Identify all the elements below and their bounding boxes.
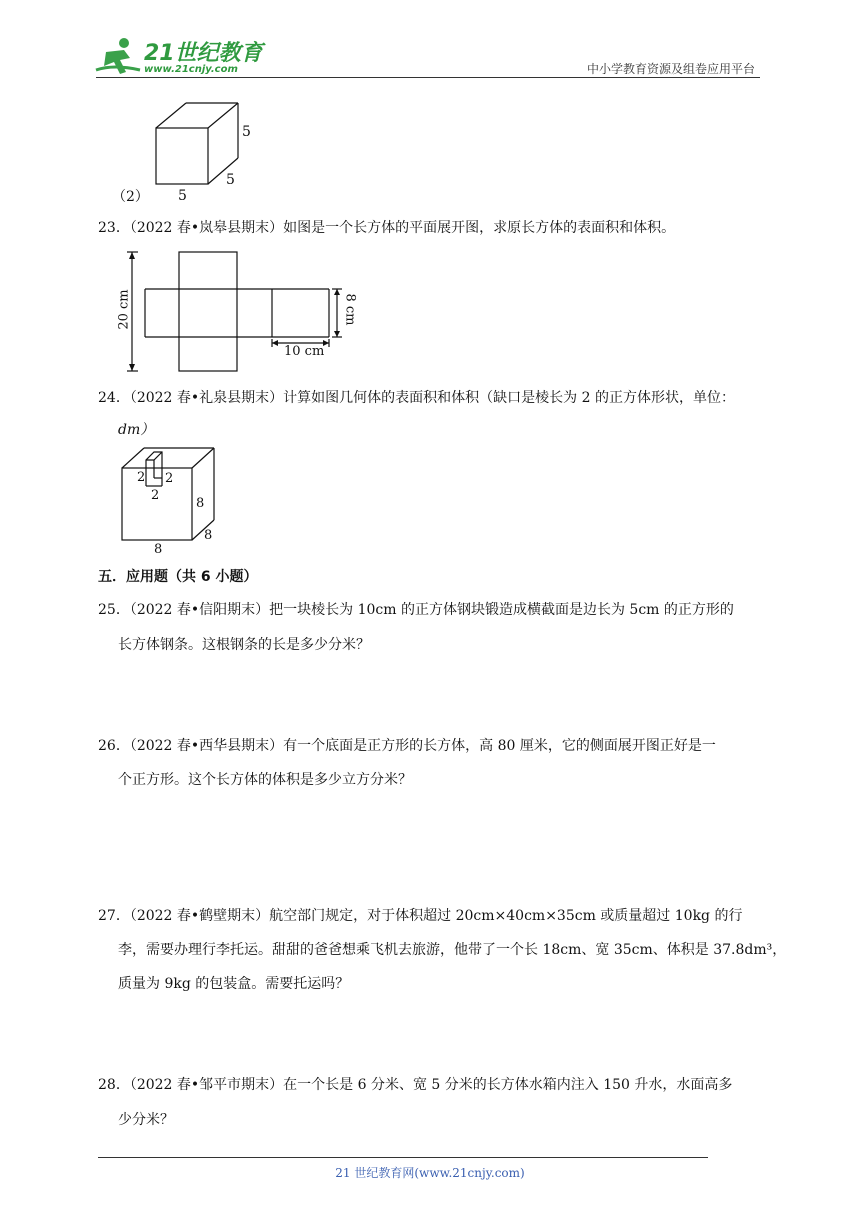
- question-24-line2: [118, 420, 154, 440]
- net-height-label: 20 cm: [116, 289, 132, 330]
- figure-label: （2）: [112, 189, 149, 205]
- dim-label: 5: [242, 124, 251, 140]
- header-divider: [96, 77, 760, 78]
- notch-label: 2: [137, 470, 146, 485]
- question-27-line2: 李，需要办理行李托运。甜甜的爸爸想乘飞机去旅游，他带了一个长 18cm、宽 35cm、体积是 37.8dm³，: [118, 942, 787, 958]
- logo-url: www.21cnjy.com: [144, 64, 238, 75]
- cube-label: 8: [154, 542, 163, 557]
- cube-label: 8: [204, 528, 213, 543]
- notch-label: 2: [151, 488, 160, 503]
- figure-net: [118, 250, 368, 380]
- runner-logo-icon: [94, 36, 142, 76]
- notch-label: 2: [165, 471, 174, 486]
- question-23: 23．（2022 春•岚皋县期末）如图是一个长方体的平面展开图，求原长方体的表面积和体积。: [98, 220, 676, 236]
- question-26-line2: 个正方形。这个长方体的体积是多少立方分米？: [118, 772, 412, 788]
- dim-label: 5: [226, 172, 235, 188]
- platform-name: 中小学教育资源及组卷应用平台: [586, 62, 755, 76]
- question-27-line3: 质量为 9kg 的包装盒。需要托运吗？: [118, 976, 350, 992]
- section-title: 五．应用题（共 6 小题）: [98, 569, 258, 585]
- question-25-line1: 25．（2022 春•信阳期末）把一块棱长为 10cm 的正方体钢块锻造成横截面是边长为 5cm 的正方形的: [98, 602, 734, 618]
- cube-label: 8: [196, 496, 205, 511]
- unit-text: dm）: [118, 422, 155, 438]
- logo-text: 21世纪教育: [144, 41, 263, 66]
- question-28-line2: 少分米？: [118, 1112, 174, 1128]
- question-28-line1: 28．（2022 春•邹平市期末）在一个长是 6 分米、宽 5 分米的长方体水箱内注入 150 升水，水面高多: [98, 1077, 733, 1093]
- figure-notched-cube: [110, 446, 230, 558]
- footer-link[interactable]: 21 世纪教育网(www.21cnjy.com): [335, 1166, 525, 1180]
- question-26-line1: 26．（2022 春•西华县期末）有一个底面是正方形的长方体，高 80 厘米，它的侧面展开图正好是一: [98, 738, 716, 754]
- logo: [94, 36, 264, 78]
- net-width-label: 10 cm: [284, 344, 325, 359]
- dim-label: 5: [178, 188, 187, 204]
- figure-cube: [110, 100, 270, 210]
- net-side-label: 8 cm: [342, 293, 358, 326]
- question-27-line1: 27．（2022 春•鹤壁期末）航空部门规定，对于体积超过 20cm×40cm×35cm 或质量超过 10kg 的行: [98, 908, 743, 924]
- question-24-line1: 24．（2022 春•礼泉县期末）计算如图几何体的表面积和体积（缺口是棱长为 2 的正方体形状，单位：: [98, 390, 735, 406]
- question-25-line2: 长方体钢条。这根钢条的长是多少分米？: [118, 637, 370, 653]
- footer-divider: [98, 1157, 708, 1158]
